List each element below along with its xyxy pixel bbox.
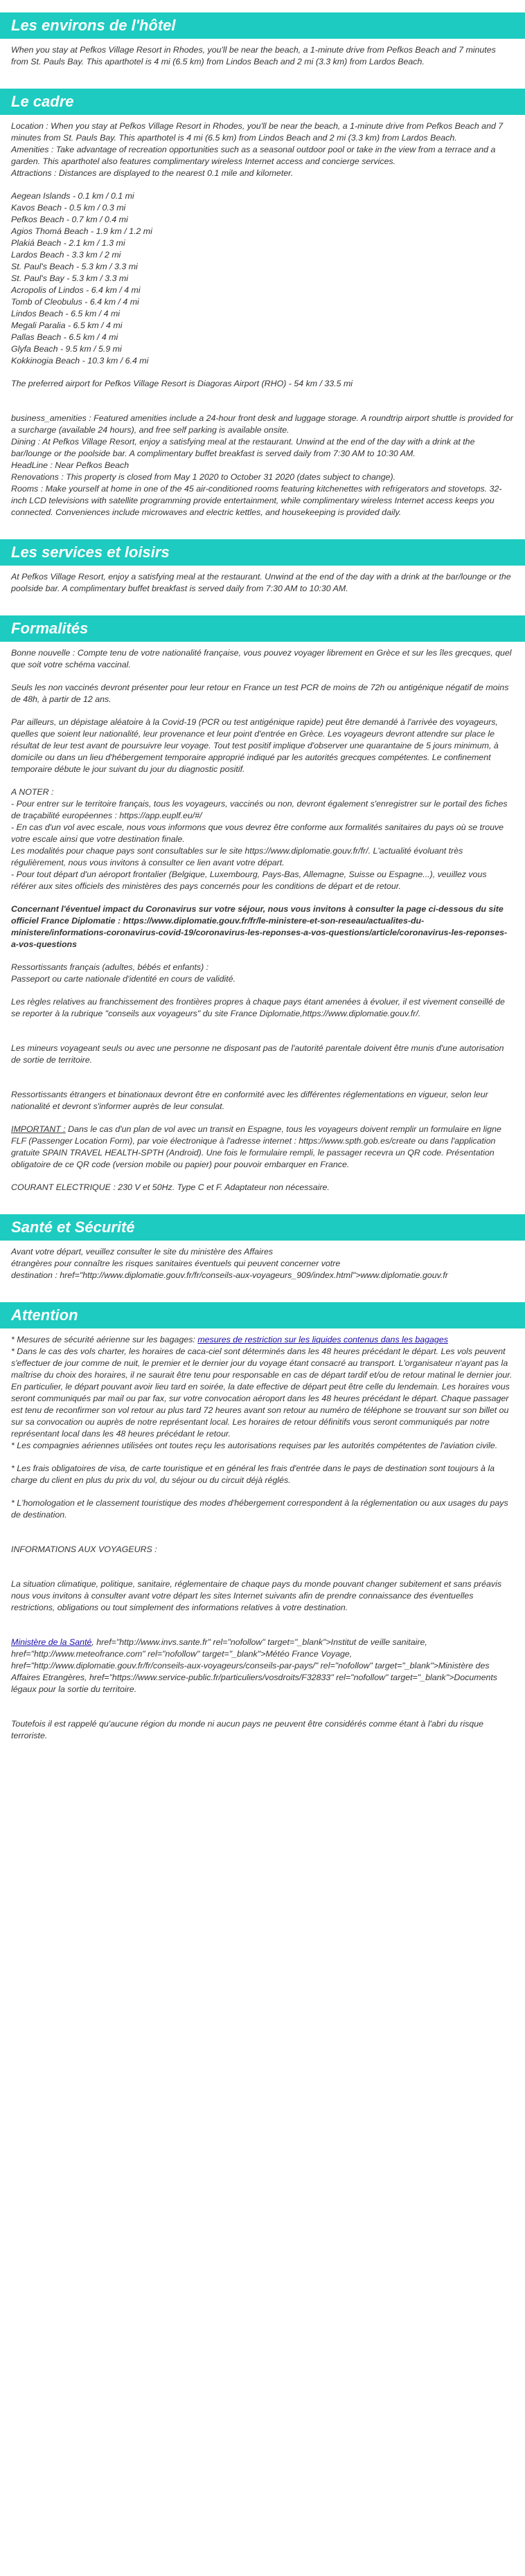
environs-text: When you stay at Pefkos Village Resort in Rhodes, you'll be near the beach, a 1-minute drive from Pefkos Beach and 7 minutes from St. Pauls Bay. This aparthotel is 4 mi (6.5 km) from Lindos Beach and 2 mi (3.3 km) from Lardos Beach. [11,45,496,66]
important-body: Dans le cas d'un plan de vol avec un transit en Espagne, tous les voyageurs doivent remplir un formulaire en ligne FLF (Passenger Location Form), par voie électronique à l'adresse internet : https://www.spth.gob.es/create ou dans l'application gratuite SPAIN TRAVEL HEALTH-SPTH (Android). Une fois le formulaire rempli, le passager recevra un QR code. Présentation obligatoire de ce QR code (version mobile ou papier) pour pouvoir embarquer en France. [11,1124,501,1169]
invitons-text: nous vous invitons à consulter avant votre départ les sites Internet suivants afin de prendre connaissance des éventuelles restrictions, obligations ou tout simplement des informations relatives à votre destination. [11,1591,474,1612]
distance-item: Kokkinogia Beach - 10.3 km / 6.4 mi [11,356,149,366]
mesures-link[interactable]: mesures de restriction sur les liquides contenus dans les bagages [197,1335,448,1344]
distance-item: Acropolis of Lindos - 6.4 km / 4 mi [11,285,141,295]
section-formalites [0,642,525,1214]
sante-line: Avant votre départ, veuillez consulter le site du ministère des Affaires [11,1247,274,1257]
ressortissants-doc: Passeport ou carte nationale d'identité en cours de validité. [11,974,236,984]
note-line: - Pour entrer sur le territoire français, tous les voyageurs, vaccinés ou non, devront également s'enregistrer sur le portail des fiches de traçabilité européennes : https://app.euplf.eu/#/ [11,799,508,820]
courant-electrique: COURANT ELECTRIQUE : 230 V et 50Hz. Type C et F. Adaptateur non nécessaire. [11,1182,330,1192]
sante-link[interactable]: Ministère de la Santé [11,1637,92,1647]
distance-item: Lindos Beach - 6.5 km / 4 mi [11,309,121,318]
cadre-renovations: Renovations : This property is closed from May 1 2020 to October 31 2020 (dates subject to change). [11,472,396,482]
section-services [0,566,525,615]
services-text: At Pefkos Village Resort, enjoy a satisfying meal at the restaurant. Unwind at the end of the day with a drink at the bar/lounge or the poolside bar. A complimentary buffet breakfast is served daily from 7:30 AM to 10:30 AM. [11,572,511,593]
cadre-dining: Dining : At Pefkos Village Resort, enjoy a satisfying meal at the restaurant. Unwind at the end of the day with a drink at the bar/lounge or the poolside bar. A complimentary buffet breakfast is served daily from 7:30 AM to 10:30 AM. [11,437,475,458]
distance-item: Aegean Islands - 0.1 km / 0.1 mi [11,191,134,201]
links-text [11,1637,514,1695]
links-rest: , href="http://www.invs.sante.fr" rel="nofollow" target="_blank">Institut de veille sanitaire, href="http://www.meteofrance.com" rel="nofollow" target="_blank">Météo France Voyage, href="http://www.diplomatie.gouv.fr/fr/conseils-aux-voyageurs/conseils-par-pays/" rel="nofollow" target="_blank">Ministère des Affaires Etrangères, href="https://www.service-public.fr/particuliers/vosdroits/F32833" rel="nofollow" target="_blank">Documents légaux pour la sortie du territoire. [11,1637,498,1694]
cadre-attractions: Attractions : Distances are displayed to the nearest 0.1 mile and kilometer. [11,168,294,178]
mesures-line [11,1334,514,1346]
distance-item: Pallas Beach - 6.5 km / 4 mi [11,332,118,342]
compagnies-text: * Les compagnies aériennes utilisées ont toutes reçu les autorisations requises par les autorités compétentes de l'aviation civile. [11,1441,498,1450]
section-title-formalites: Formalités [0,615,525,642]
frais-text: * Les frais obligatoires de visa, de carte touristique et en général les frais d'entrée dans le pays de destination sont toujours à la charge du client en plus du prix du vol, du séjour ou du circuit déjà réglés. [11,1463,495,1485]
sante-line: destination : href="http://www.diplomatie.gouv.fr/fr/conseils-aux-voyageurs_909/index.html">www.diplomatie.gouv.fr [11,1270,448,1280]
formalites-p3: Par ailleurs, un dépistage aléatoire à la Covid-19 (PCR ou test antigénique rapide) peut être demandé à l'arrivée des voyageurs, quelles que soient leur nationalité, leur provenance et leur point d'entrée en Grèce. Les voyageurs devront attendre sur place le résultat de leur test avant de poursuivre leur voyage. Tout test positif implique d'observer une quarantaine de 5 jours minimum, à domicile ou dans un lieu d'hébergement temporaire approprié indiqué par les autorités grecques compétentes. Le confinement temporaire débute le jour suivant du jour du diagnostic positif. [11,717,499,774]
ressortissants-title: Ressortissants français (adultes, bébés et enfants) : [11,962,209,972]
important-label: IMPORTANT : [11,1124,66,1134]
cadre-rooms: Rooms : Make yourself at home in one of the 45 air-conditioned rooms featuring kitchenettes with refrigerators and stovetops. 32-inch LCD televisions with satellite programming provide entertainment, while complimentary wireless Internet access keeps you connected. Conveniences include microwaves and electric kettles, and housekeeping is provided daily. [11,484,502,517]
formalites-p1: Bonne nouvelle : Compte tenu de votre nationalité française, vous pouvez voyager librement en Grèce et sur les îles grecques, quel que soit votre schéma vaccinal. [11,648,512,669]
distance-item: St. Paul's Bay - 5.3 km / 3.3 mi [11,273,129,283]
infos-title: INFORMATIONS AUX VOYAGEURS : [11,1544,157,1554]
formalites-p2: Seuls les non vaccinés devront présenter pour leur retour en France un test PCR de moins de 72h ou antigénique négatif de moins de 48h, à partir de 12 ans. [11,683,509,704]
homologation-text: * L'homologation et le classement touristique des modes d'hébergement correspondent à la réglementation ou aux usages du pays de destination. [11,1498,508,1520]
regles-frontieres: Les règles relatives au franchissement des frontières propres à chaque pays étant amenées à évoluer, il est vivement conseillé de se reporter à la rubrique "conseils aux voyageurs" du site France Diplomatie,https://www.diplomatie.gouv.fr/. [11,997,505,1018]
distance-item: Kavos Beach - 0.5 km / 0.3 mi [11,203,126,213]
section-title-environs: Les environs de l'hôtel [0,12,525,39]
distance-item: Tomb of Cleobulus - 6.4 km / 4 mi [11,297,139,307]
section-environs [0,39,525,89]
page [0,12,525,1763]
sante-line: étrangères pour connaître les risques sanitaires éventuels qui peuvent concerner votre [11,1259,341,1268]
distance-item: Glyfa Beach - 9.5 km / 5.9 mi [11,344,122,354]
note-line: Les modalités pour chaque pays sont consultables sur le site https://www.diplomatie.gouv.fr/fr/. L'actualité évoluant très régulièrement, nous vous invitons à consulter ce lien avant votre départ. [11,846,463,867]
section-attention [0,1328,525,1763]
mineurs-text: Les mineurs voyageant seuls ou avec une personne ne disposant pas de l'autorité parentale doivent être munis d'une autorisation de sortie de territoire. [11,1043,504,1065]
terrorisme-text: Toutefois il est rappelé qu'aucune région du monde ni aucun pays ne peuvent être considérés comme étant à l'abri du risque terroriste. [11,1719,484,1740]
situation-text: La situation climatique, politique, sanitaire, réglementaire de chaque pays du monde pouvant changer subitement et sans préavis [11,1579,502,1589]
cadre-location: Location : When you stay at Pefkos Village Resort in Rhodes, you'll be near the beach, a 1-minute drive from Pefkos Beach and 7 minutes from St. Pauls Bay. This aparthotel is 4 mi (6.5 km) from Lindos Beach and 2 mi (3.3 km) from Lardos Beach. [11,121,504,143]
coronavirus-notice: Concernant l'éventuel impact du Coronavirus sur votre séjour, nous vous invitons à consulter la page ci-dessous du site officiel France Diplomatie : https://www.diplomatie.gouv.fr/fr/le-ministere-et-son-reseau/actualites-du-ministere/informations-coronavirus-covid-19/coronavirus-les-reponses-a-vos-questions/article/coronavirus-les-reponses-a-vos-questions [11,904,508,949]
distance-item: St. Paul's Beach - 5.3 km / 3.3 mi [11,262,138,271]
note-title: A NOTER : [11,787,54,797]
note-block [11,786,514,892]
cadre-business: business_amenities : Featured amenities include a 24-hour front desk and luggage storage. A roundtrip airport shuttle is provided for a surcharge (available 24 hours), and free self parking is available onsite. [11,413,514,435]
dates-text: * Dans le cas des vols charter, les horaires de caca-ciel sont déterminés dans les 48 heures précédant le départ. Les vols peuvent s'effectuer de jour comme de nuit, le premier et le dernier jour du voyage étant consacré au transport. L'organisateur n'ayant pas la maîtrise du choix des horaires, il ne saurait être tenu pour responsable en cas de départ tardif et/ou de retour matinal le dernier jour. En particulier, le départ pouvant avoir lieu tard en soirée, la date effective de départ peut être celle du lendemain. Les horaires vous seront communiqués par mail ou par fax, sur votre convocation aéroport dans les 48 heures précédant le départ. Chaque passager est tenu de reconfirmer son vol retour au plus tard 72 heures avant son retour au numéro de téléphone se trouvant sur son billet ou sur sa convocation ou auprès de notre représentant local. Les horaires de retour définitifs vous seront communiqués par notre représentant local dans les 48 heures précédant le retour. [11,1346,513,1439]
section-title-services: Les services et loisirs [0,539,525,566]
distance-item: Pefkos Beach - 0.7 km / 0.4 mi [11,215,128,224]
section-cadre [0,115,525,539]
section-title-sante: Santé et Sécurité [0,1214,525,1241]
section-title-cadre: Le cadre [0,89,525,115]
cadre-amenities: Amenities : Take advantage of recreation opportunities such as a seasonal outdoor pool or take in the view from a terrace and a garden. This aparthotel also features complimentary wireless Internet access and concierge services. [11,145,496,166]
distance-item: Megali Paralia - 6.5 km / 4 mi [11,321,123,330]
distance-item: Lardos Beach - 3.3 km / 2 mi [11,250,121,260]
important-text [11,1124,514,1171]
mesures-prefix: * Mesures de sécurité aérienne sur les bagages: [11,1335,198,1344]
section-title-attention: Attention [0,1302,525,1328]
section-sante [0,1241,525,1302]
cadre-headline: HeadLine : Near Pefkos Beach [11,460,130,470]
distance-item: Plakiá Beach - 2.1 km / 1.3 mi [11,238,125,248]
note-line: - En cas d'un vol avec escale, nous vous informons que vous devrez être conforme aux formalités sanitaires du pays où se trouve votre escale ainsi que votre destination finale. [11,822,504,844]
distance-item: Agios Thomá Beach - 1.9 km / 1.2 mi [11,226,152,236]
distance-list [11,190,514,367]
note-line: - Pour tout départ d'un aéroport frontalier (Belgique, Luxembourg, Pays-Bas, Allemagne, Suisse ou Espagne...), veuillez vous référer aux sites officiels des ministères des pays concernés pour les conditions de départ et de retour. [11,870,487,891]
cadre-airport: The preferred airport for Pefkos Village Resort is Diagoras Airport (RHO) - 54 km / 33.5 mi [11,379,353,388]
etrangers-text: Ressortissants étrangers et binationaux devront être en conformité avec les différentes réglementations en vigueur, selon leur nationalité et devront s'informer auprès de leur consulat. [11,1090,488,1111]
